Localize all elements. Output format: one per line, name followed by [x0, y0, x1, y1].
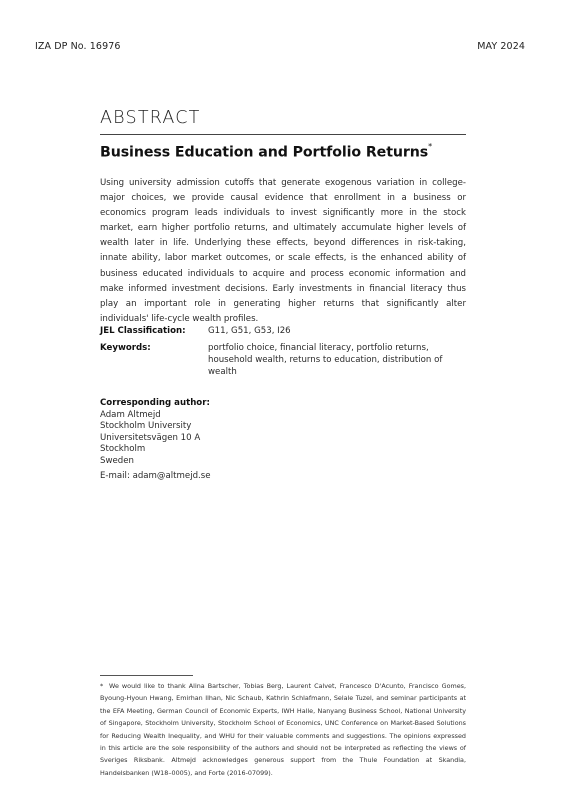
author-street: Universitetsvägen 10 A — [100, 432, 201, 443]
author-name: Adam Altmejd — [100, 409, 161, 420]
jel-label: JEL Classification: — [100, 326, 186, 336]
abstract-text: Using university admission cutoffs that generate exogenous variation in college-major choices, we provide causal evidence that enrollment in a business or economics program leads individuals to invest significantly more in the stock market, earn higher portfolio returns, and ultimately accumulate higher levels of wealth later in life. Underlying these effects, beyond differences in risk-taking, innate ability, labor market outcomes, or scale effects, is the enhanced ability of business educated individuals to acquire and process economic information and make informed investment decisions. Early investments in financial literacy thus play an important role in generating higher returns that significantly alter individuals' life-cycle wealth profiles. — [100, 178, 466, 324]
author-city: Stockholm — [100, 444, 146, 455]
series-number: IZA DP No. 16976 — [35, 41, 121, 52]
corresponding-author-label: Corresponding author: — [100, 398, 210, 408]
author-email[interactable]: E-mail: adam@altmejd.se — [100, 470, 211, 481]
title-footnote-mark: * — [428, 142, 433, 151]
jel-value: G11, G51, G53, I26 — [208, 326, 291, 336]
publication-date: MAY 2024 — [477, 41, 525, 52]
paper-title — [100, 144, 432, 161]
footnote — [100, 680, 466, 779]
paper-title-text: Business Education and Portfolio Returns — [100, 144, 429, 161]
corresponding-author — [100, 398, 211, 482]
keywords-label: Keywords: — [100, 343, 151, 353]
footnote-mark: * — [100, 682, 104, 690]
section-rule — [100, 134, 466, 135]
keywords-value: portfolio choice, financial literacy, portfolio returns, household wealth, returns to education, distribution of wealth — [208, 343, 443, 378]
section-label: ABSTRACT — [100, 108, 201, 128]
author-country: Sweden — [100, 455, 134, 466]
footnote-rule — [100, 675, 193, 676]
footnote-text: We would like to thank Alina Bartscher, Tobias Berg, Laurent Calvet, Francesco D'Acunto, Francisco Gomes, Byoung-Hyoun Hwang, Emirhan Ilhan, Nic Schaub, Kathrin Schlafmann, Selale Tuzel, and seminar participants at the EFA Meeting, German Council of Economic Experts, IWH Halle, Nanyang Business School, National University of Singapore, Stockholm University, Stockholm School of Economics, UNC Conference on Market-Based Solutions for Reducing Wealth Inequality, and WHU for their valuable comments and suggestions. The opinions expressed in this article are the sole responsibility of the authors and should not be interpreted as reflecting the views of Sveriges Riksbank. Altmejd acknowledges generous support from the Thule Foundation at Skandia, Handelsbanken (W18–0005), and Forte (2016-07099). — [100, 682, 466, 777]
author-affiliation: Stockholm University — [100, 421, 192, 432]
